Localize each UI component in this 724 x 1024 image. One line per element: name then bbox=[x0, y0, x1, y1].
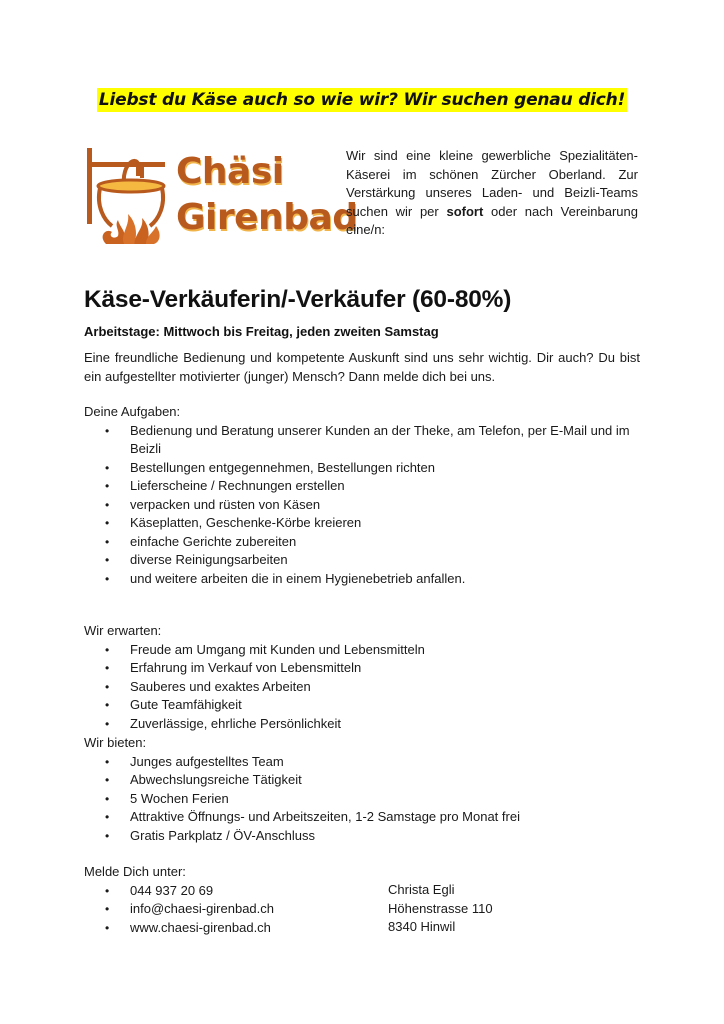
headline-container bbox=[0, 88, 724, 112]
list-item bbox=[84, 477, 640, 496]
contact-list bbox=[84, 882, 644, 938]
list-item-text: Gute Teamfähigkeit bbox=[130, 697, 242, 712]
bullet-icon: • bbox=[105, 423, 110, 438]
list-item-text: verpacken und rüsten von Käsen bbox=[130, 496, 321, 512]
intro-text-end: oder nach Vereinbarung eine/n: bbox=[346, 203, 639, 237]
bullet-icon: • bbox=[105, 661, 110, 675]
list-item bbox=[84, 459, 640, 478]
benefits-list bbox=[84, 753, 644, 846]
tasks-list bbox=[84, 422, 640, 589]
list-item bbox=[84, 551, 640, 570]
logo-text-line1: Chäsi bbox=[176, 151, 284, 192]
expectations-list bbox=[84, 641, 644, 734]
list-item bbox=[84, 570, 640, 589]
section-contact bbox=[84, 863, 644, 937]
intro-text-start: Wir sind eine kleine gewerbliche Spezialitäten-Käserei im schönen Zürcher Oberland. Zur Verstärkung unseres Laden- und Beizli-Teams suchen wir per bbox=[346, 148, 638, 219]
list-item-text: Erfahrung im Verkauf von Lebensmitteln bbox=[130, 660, 362, 675]
list-item bbox=[84, 827, 644, 846]
list-item bbox=[84, 641, 644, 660]
list-item-text: Käseplatten, Geschenke-Körbe kreieren bbox=[130, 515, 362, 530]
contact-phone bbox=[84, 882, 644, 901]
list-item bbox=[84, 808, 644, 827]
list-item bbox=[84, 771, 644, 790]
section-expectations-title: Wir erwarten: bbox=[84, 623, 162, 638]
contact-email bbox=[84, 900, 644, 919]
bullet-icon: • bbox=[105, 698, 110, 712]
list-item-text: Bedienung und Beratung unserer Kunden an der Theke, am Telefon, per E-Mail und im Beizli bbox=[130, 422, 630, 456]
list-item-text: Attraktive Öffnungs- und Arbeitszeiten, 1-2 Samstage pro Monat frei bbox=[130, 809, 520, 824]
section-contact-title: Melde Dich unter: bbox=[84, 864, 186, 879]
work-days: Arbeitstage: Mittwoch bis Freitag, jeden zweiten Samstag bbox=[84, 324, 439, 339]
list-item bbox=[84, 753, 644, 772]
list-item-text: Lieferscheine / Rechnungen erstellen bbox=[130, 478, 345, 493]
list-item bbox=[84, 533, 640, 552]
phone-number[interactable]: 044 937 20 69 bbox=[130, 882, 214, 898]
list-item-text: und weitere arbeiten die in einem Hygienebetrieb anfallen. bbox=[130, 570, 466, 586]
bullet-icon: • bbox=[105, 460, 110, 475]
bullet-icon: • bbox=[105, 497, 110, 512]
list-item bbox=[84, 678, 644, 697]
bullet-icon: • bbox=[105, 571, 110, 586]
cheese-kettle-over-fire-icon bbox=[84, 146, 174, 248]
contact-street: Höhenstrasse 110 bbox=[388, 900, 493, 916]
bullet-icon: • bbox=[105, 791, 110, 806]
list-item-text: Junges aufgestelltes Team bbox=[130, 753, 284, 769]
headline: Liebst du Käse auch so wie wir? Wir suchen genau dich! bbox=[98, 90, 626, 110]
intro-bold-immediately: sofort bbox=[446, 203, 484, 219]
list-item-text: Bestellungen entgegennehmen, Bestellungen richten bbox=[130, 459, 436, 475]
contact-website bbox=[84, 919, 644, 938]
section-tasks-title: Deine Aufgaben: bbox=[84, 404, 181, 419]
email-link[interactable]: info@chaesi-girenbad.ch bbox=[130, 901, 275, 916]
job-description: Eine freundliche Bedienung und kompetente Auskunft sind uns sehr wichtig. Dir auch? Du bist ein aufgestellter motivierter (junger) Mensch? Dann melde dich bei uns. bbox=[84, 350, 640, 384]
list-item-text: einfache Gerichte zubereiten bbox=[130, 533, 297, 549]
bullet-icon: • bbox=[105, 516, 110, 530]
bullet-icon: • bbox=[105, 902, 110, 916]
list-item-text: Abwechslungsreiche Tätigkeit bbox=[130, 772, 302, 787]
list-item bbox=[84, 696, 644, 715]
section-benefits-title: Wir bieten: bbox=[84, 735, 147, 750]
list-item bbox=[84, 790, 644, 809]
bullet-icon: • bbox=[105, 479, 110, 493]
list-item-text: Freude am Umgang mit Kunden und Lebensmitteln bbox=[130, 641, 425, 657]
list-item-text: Zuverlässige, ehrliche Persönlichkeit bbox=[130, 715, 341, 731]
bullet-icon: • bbox=[105, 754, 110, 769]
list-item-text: diverse Reinigungsarbeiten bbox=[130, 552, 288, 567]
intro-paragraph bbox=[346, 147, 638, 240]
contact-city: 8340 Hinwil bbox=[388, 919, 456, 934]
bullet-icon: • bbox=[105, 534, 110, 549]
contact-address bbox=[388, 881, 493, 937]
bullet-icon: • bbox=[105, 716, 110, 731]
bullet-icon: • bbox=[105, 679, 110, 694]
job-title: Käse-Verkäuferin/-Verkäufer (60-80%) bbox=[84, 286, 512, 313]
list-item bbox=[84, 715, 644, 734]
list-item-text: 5 Wochen Ferien bbox=[130, 790, 229, 806]
logo-text-line2: Girenbad bbox=[176, 197, 358, 238]
bullet-icon: • bbox=[105, 553, 110, 567]
bullet-icon: • bbox=[105, 773, 110, 787]
bullet-icon: • bbox=[105, 828, 110, 843]
list-item bbox=[84, 422, 640, 459]
contact-name: Christa Egli bbox=[388, 882, 455, 897]
section-expectations bbox=[84, 622, 644, 733]
bullet-icon: • bbox=[105, 642, 110, 657]
bullet-icon: • bbox=[105, 810, 110, 824]
website-link[interactable]: www.chaesi-girenbad.ch bbox=[130, 919, 271, 935]
list-item bbox=[84, 496, 640, 515]
bullet-icon: • bbox=[105, 920, 110, 935]
list-item-text: Sauberes und exaktes Arbeiten bbox=[130, 678, 311, 694]
company-logo bbox=[84, 146, 358, 248]
list-item bbox=[84, 659, 644, 678]
bullet-icon: • bbox=[105, 883, 110, 898]
section-benefits bbox=[84, 734, 644, 845]
section-tasks bbox=[84, 403, 640, 588]
list-item-text: Gratis Parkplatz / ÖV-Anschluss bbox=[130, 827, 315, 843]
list-item bbox=[84, 514, 640, 533]
